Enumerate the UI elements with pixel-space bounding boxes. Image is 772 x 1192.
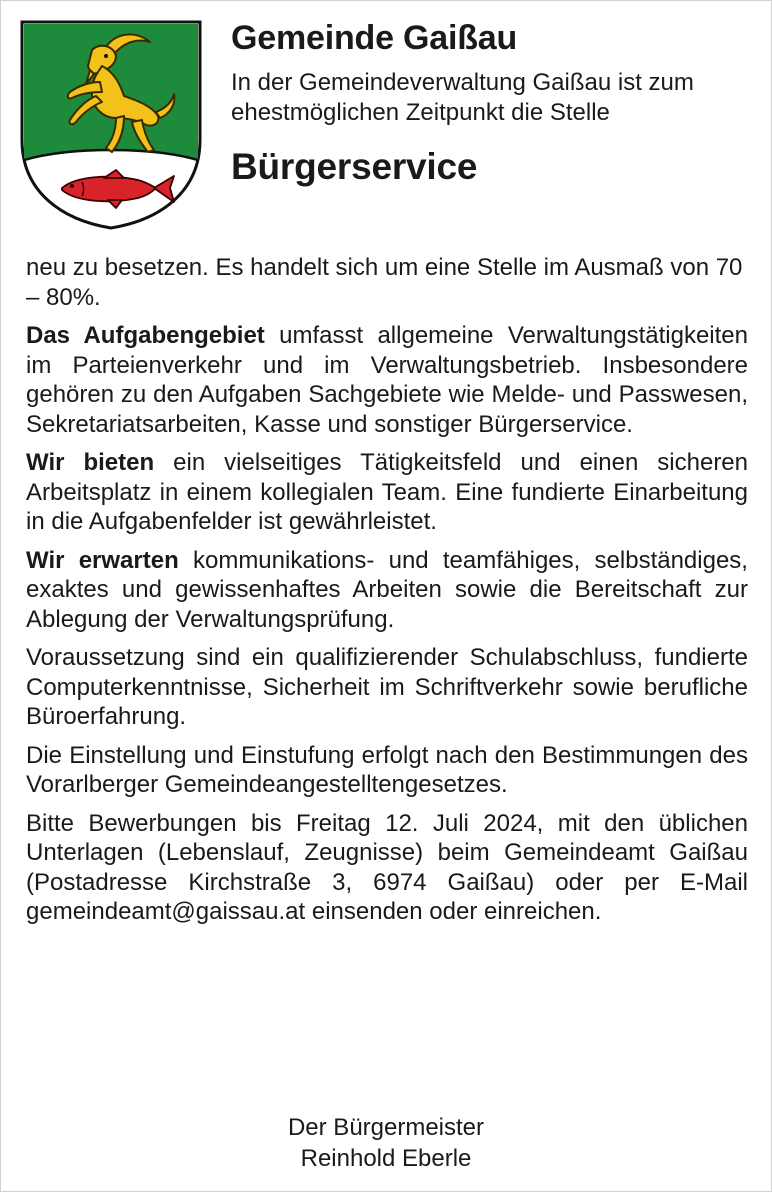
offer-lead: Wir bieten xyxy=(26,449,155,476)
paragraph-requirements: Voraussetzung sind ein qualifizierender Schulabschluss, fundierte Computerkenntnisse, Sicherheit im Schriftverkehr sowie berufliche Büroerfahrung. xyxy=(26,644,748,730)
job-description xyxy=(26,253,748,936)
offer-text: ein vielseitiges Tätigkeitsfeld und einen sicheren Arbeitsplatz in einem kollegialen Team. Eine fundierte Einarbeitung in die Aufgabenfelder ist gewährleistet. xyxy=(26,449,749,535)
coat-of-arms-goat-fish-icon xyxy=(20,20,202,230)
expectations-text: kommunikations- und teamfähiges, selbständiges, exaktes und gewissenhaftes Arbeiten sowie die Bereitschaft zur Ablegung der Verwaltungsprüfung. xyxy=(26,546,748,633)
signature-name: Reinhold Eberle xyxy=(300,1145,472,1172)
expectations-lead: Wir erwarten xyxy=(26,546,179,574)
intro-text: In der Gemeindeverwaltung Gaißau ist zum ehestmöglichen Zeitpunkt die Stelle xyxy=(231,69,694,126)
paragraph-tasks xyxy=(26,321,748,439)
paragraph-offer xyxy=(26,448,748,537)
tasks-lead: Das Aufgabengebiet xyxy=(26,322,265,349)
signature-block xyxy=(0,1112,772,1174)
tasks-text: umfasst allgemeine Verwaltungstätigkeiten im Parteienverkehr und im Verwaltungsbetrieb. Insbesondere gehören zu den Aufgaben Sachgebiete wie Melde- und Passwesen, Sekretariatsarbeiten, Kasse und sonstiger Bürgerservice. xyxy=(26,322,748,438)
paragraph-scope: neu zu besetzen. Es handelt sich um eine Stelle im Ausmaß von 70 – 80%. xyxy=(26,254,743,311)
header-block xyxy=(231,18,751,189)
signature-role: Der Bürgermeister xyxy=(287,1114,485,1141)
position-title: Bürgerservice xyxy=(231,146,478,187)
paragraph-expectations xyxy=(26,546,748,635)
municipality-title: Gemeinde Gaißau xyxy=(231,19,518,57)
paragraph-application: Bitte Bewerbungen bis Freitag 12. Juli 2024, mit den üblichen Unterlagen (Lebenslauf, Zeugnisse) beim Gemeindeamt Gaißau (Postadresse Kirchstraße 3, 6974 Gaißau) oder per E-Mail gemeindeamt@gaissau.at einsenden oder einreichen. xyxy=(26,809,748,925)
paragraph-employment: Die Einstellung und Einstufung erfolgt nach den Bestimmungen des Vorarlberger Gemeindeangestelltengesetzes. xyxy=(26,741,748,798)
